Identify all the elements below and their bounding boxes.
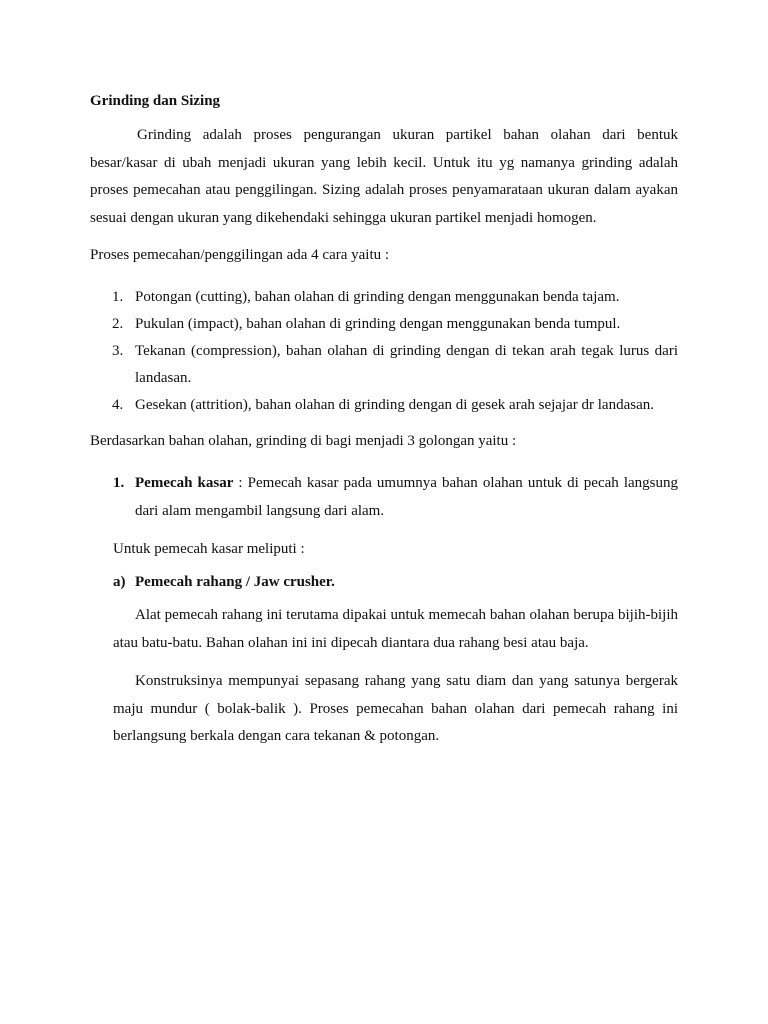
group-term: Pemecah kasar <box>135 475 234 491</box>
subheading-jaw-crusher <box>113 572 335 592</box>
list-number: 3. <box>112 343 124 359</box>
list-number: 4. <box>112 397 124 413</box>
list-item-text: Gesekan (attrition), bahan olahan di grinding dengan di gesek arah sejajar dr landasan. <box>135 397 654 413</box>
subheading-letter: a) <box>113 574 126 590</box>
list-item-text: Potongan (cutting), bahan olahan di grinding dengan menggunakan benda tajam. <box>135 289 620 305</box>
list-item-text: Pukulan (impact), bahan olahan di grinding dengan menggunakan benda tumpul. <box>135 316 621 332</box>
methods-list <box>90 284 678 419</box>
methods-intro: Proses pemecahan/penggilingan ada 4 cara yaitu : <box>90 247 390 263</box>
list-number: 2. <box>112 316 124 332</box>
list-item-text: Tekanan (compression), bahan olahan di grinding dengan di tekan arah tegak lurus dari landasan. <box>135 343 678 386</box>
groups-intro: Berdasarkan bahan olahan, grinding di bagi menjadi 3 golongan yaitu : <box>90 433 517 449</box>
list-item <box>90 284 678 311</box>
list-item <box>90 392 678 419</box>
list-number: 1. <box>112 289 124 305</box>
list-item <box>90 311 678 338</box>
group-description: : Pemecah kasar pada umumnya bahan olahan untuk di pecah langsung dari alam mengambil langsung dari alam. <box>135 475 678 519</box>
list-number: 1. <box>113 475 125 491</box>
paragraph-jaw-crusher-construction: Konstruksinya mempunyai sepasang rahang yang satu diam dan yang satunya bergerak maju mundur ( bolak-balik ). Proses pemecahan bahan olahan dari pemecah rahang ini berlangsung berkala dengan cara tekanan & potongan. <box>113 673 678 744</box>
groups-list <box>113 470 678 525</box>
paragraph-jaw-crusher-usage: Alat pemecah rahang ini terutama dipakai untuk memecah bahan olahan berupa bijih-bijih atau batu-batu. Bahan olahan ini ini dipecah diantara dua rahang besi atau baja. <box>113 607 678 651</box>
paragraph-definition: Grinding adalah proses pengurangan ukuran partikel bahan olahan dari bentuk besar/kasar di ubah menjadi ukuran yang lebih kecil. Untuk itu yg namanya grinding adalah proses pemecahan atau penggilingan. Sizing adalah proses penyamarataan ukuran dalam ayakan sesuai dengan ukuran yang dikehendaki sehingga ukuran partikel menjadi homogen. <box>90 127 678 226</box>
subheading-text: Pemecah rahang / Jaw crusher. <box>135 574 335 590</box>
list-item <box>90 338 678 392</box>
list-item <box>113 470 678 525</box>
coarse-crusher-intro: Untuk pemecah kasar meliputi : <box>113 541 305 557</box>
document-title: Grinding dan Sizing <box>90 93 221 109</box>
